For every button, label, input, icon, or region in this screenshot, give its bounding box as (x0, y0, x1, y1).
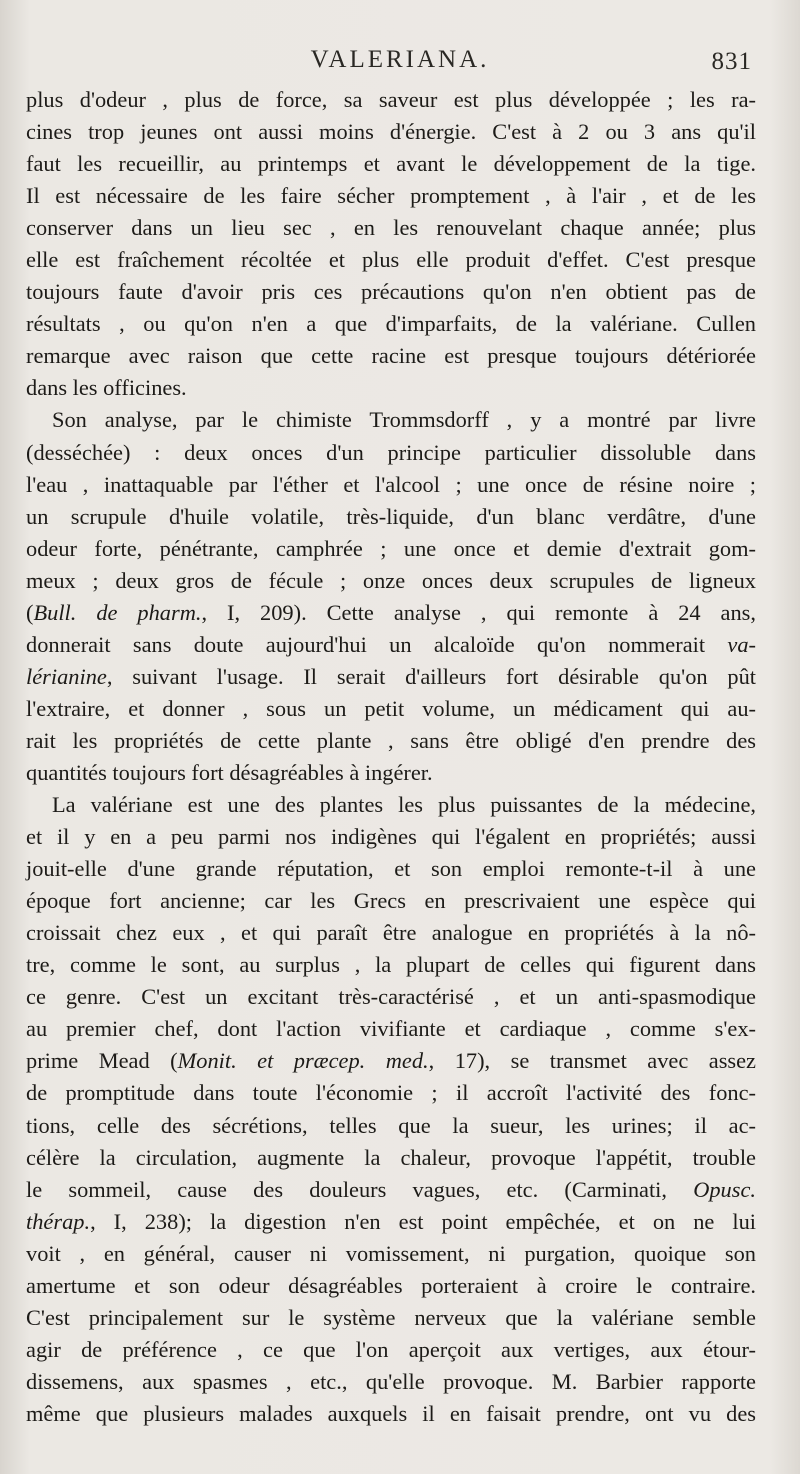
page-number: 831 (711, 48, 752, 75)
text-line (26, 1398, 756, 1430)
text-segment: remarque avec raison que cette racine est presque toujours détériorée (26, 343, 756, 369)
text-line (26, 372, 756, 404)
text-segment: (desséchée) : deux onces d'un principe particulier dissoluble dans (26, 439, 756, 465)
text-segment: dans les officines. (26, 375, 187, 401)
text-line (26, 1334, 756, 1366)
text-segment: agir de préférence , ce que l'on aperçoit aux vertiges, aux étour- (26, 1336, 756, 1362)
text-segment: résultats , ou qu'on n'en a que d'imparfaits, de la valériane. Cullen (26, 311, 756, 337)
text-segment: Il est nécessaire de les faire sécher promptement , à l'air , et de les (26, 183, 756, 209)
italic-text-segment: thérap. (26, 1208, 91, 1234)
text-segment: célère la circulation, augmente la chaleur, provoque l'appétit, trouble (26, 1144, 756, 1170)
text-segment: rait les propriétés de cette plante , sans être obligé d'en prendre des (26, 727, 756, 753)
text-segment: Son analyse, par le chimiste Trommsdorff , y a montré par livre (52, 407, 756, 433)
text-segment: , suivant l'usage. Il serait d'ailleurs fort désirable qu'on pût (106, 663, 756, 689)
text-segment: toujours faute d'avoir pris ces précautions qu'on n'en obtient pas de (26, 279, 756, 305)
text-segment: jouit-elle d'une grande réputation, et son emploi remonte-t-il à une (26, 856, 756, 882)
text-segment: de promptitude dans toute l'économie ; il accroît l'activité des fonc- (26, 1080, 756, 1106)
text-line (26, 1238, 756, 1270)
text-line (26, 1045, 756, 1077)
text-segment: prime Mead ( (26, 1048, 178, 1074)
text-segment: , 17), se transmet avec assez (428, 1048, 756, 1074)
text-line (26, 1270, 756, 1302)
text-segment: époque fort ancienne; car les Grecs en prescrivaient une espèce qui (26, 888, 756, 914)
text-line (26, 1077, 756, 1109)
text-segment: faut les recueillir, au printemps et avant le développement de la tige. (26, 151, 756, 177)
text-line (26, 212, 756, 244)
text-line (26, 469, 756, 501)
text-segment: un scrupule d'huile volatile, très-liquide, d'un blanc verdâtre, d'une (26, 503, 756, 529)
text-line (26, 501, 756, 533)
text-segment: croissait chez eux , et qui paraît être analogue en propriétés à la nô- (26, 920, 756, 946)
text-line (26, 244, 756, 276)
text-segment: ce genre. C'est un excitant très-caractérisé , et un anti-spasmodique (26, 984, 756, 1010)
text-line (26, 116, 756, 148)
page-header (0, 46, 800, 82)
text-line (26, 1013, 756, 1045)
text-line (26, 180, 756, 212)
text-segment: odeur forte, pénétrante, camphrée ; une once et demie d'extrait gom- (26, 535, 756, 561)
text-segment: au premier chef, dont l'action vivifiante et cardiaque , comme s'ex- (26, 1016, 756, 1042)
body-text (26, 84, 756, 1430)
text-segment: plus d'odeur , plus de force, sa saveur est plus développée ; les ra- (26, 87, 756, 112)
text-line (26, 533, 756, 565)
text-segment: et il y en a peu parmi nos indigènes qui l'égalent en propriétés; aussi (26, 824, 756, 850)
text-line (26, 757, 756, 789)
text-segment: , I, 209). Cette analyse , qui remonte à 24 ans, (201, 599, 756, 625)
text-segment: meux ; deux gros de fécule ; onze onces deux scrupules de ligneux (26, 567, 756, 593)
text-line (26, 661, 756, 693)
italic-text-segment: lérianine (26, 663, 107, 689)
text-line (26, 340, 756, 372)
text-line (26, 725, 756, 757)
text-segment: l'extraire, et donner , sous un petit volume, un médicament qui au- (26, 695, 756, 721)
text-segment: La valériane est une des plantes les plus puissantes de la médecine, (52, 792, 756, 818)
text-line (26, 789, 756, 821)
text-line (26, 693, 756, 725)
running-title: VALERIANA. (310, 46, 490, 73)
text-line (26, 821, 756, 853)
text-line (26, 1110, 756, 1142)
text-segment: conserver dans un lieu sec , en les renouvelant chaque année; plus (26, 215, 756, 241)
text-segment: tre, comme le sont, au surplus , la plupart de celles qui figurent dans (26, 952, 756, 978)
text-segment: le sommeil, cause des douleurs vagues, etc. (Carminati, (26, 1176, 694, 1202)
text-line (26, 949, 756, 981)
text-segment: amertume et son odeur désagréables porteraient à croire le contraire. (26, 1272, 756, 1298)
text-line (26, 308, 756, 340)
text-line (26, 917, 756, 949)
text-segment: elle est fraîchement récoltée et plus elle produit d'effet. C'est presque (26, 247, 756, 273)
text-line (26, 1366, 756, 1398)
text-segment: voit , en général, causer ni vomissement, ni purgation, quoique son (26, 1240, 756, 1266)
text-line (26, 1142, 756, 1174)
text-line (26, 981, 756, 1013)
text-segment: tions, celle des sécrétions, telles que la sueur, les urines; il ac- (26, 1112, 756, 1138)
text-line (26, 885, 756, 917)
text-line (26, 1174, 756, 1206)
text-line (26, 84, 756, 116)
text-line (26, 437, 756, 469)
text-segment: même que plusieurs malades auxquels il en faisait prendre, ont vu des (26, 1400, 756, 1426)
text-segment: cines trop jeunes ont aussi moins d'énergie. C'est à 2 ou 3 ans qu'il (26, 119, 756, 145)
text-segment: ( (26, 599, 34, 625)
text-line (26, 276, 756, 308)
text-segment: dissemens, aux spasmes , etc., qu'elle provoque. M. Barbier rapporte (26, 1368, 756, 1394)
italic-text-segment: Opusc. (693, 1176, 756, 1202)
text-line (26, 404, 756, 436)
italic-text-segment: Bull. de pharm. (33, 599, 202, 625)
italic-text-segment: Monit. et præcep. med. (177, 1048, 429, 1074)
text-line (26, 629, 756, 661)
text-line (26, 148, 756, 180)
text-segment: C'est principalement sur le système nerveux que la valériane semble (26, 1304, 756, 1330)
text-line (26, 853, 756, 885)
text-line (26, 1206, 756, 1238)
text-line (26, 1302, 756, 1334)
text-line (26, 597, 756, 629)
text-segment: quantités toujours fort désagréables à ingérer. (26, 759, 433, 785)
text-segment: , I, 238); la digestion n'en est point empêchée, et on ne lui (90, 1208, 756, 1234)
italic-text-segment: va- (727, 631, 756, 657)
text-line (26, 565, 756, 597)
text-segment: donnerait sans doute aujourd'hui un alcaloïde qu'on nommerait (26, 631, 728, 657)
text-segment: l'eau , inattaquable par l'éther et l'alcool ; une once de résine noire ; (26, 471, 756, 497)
